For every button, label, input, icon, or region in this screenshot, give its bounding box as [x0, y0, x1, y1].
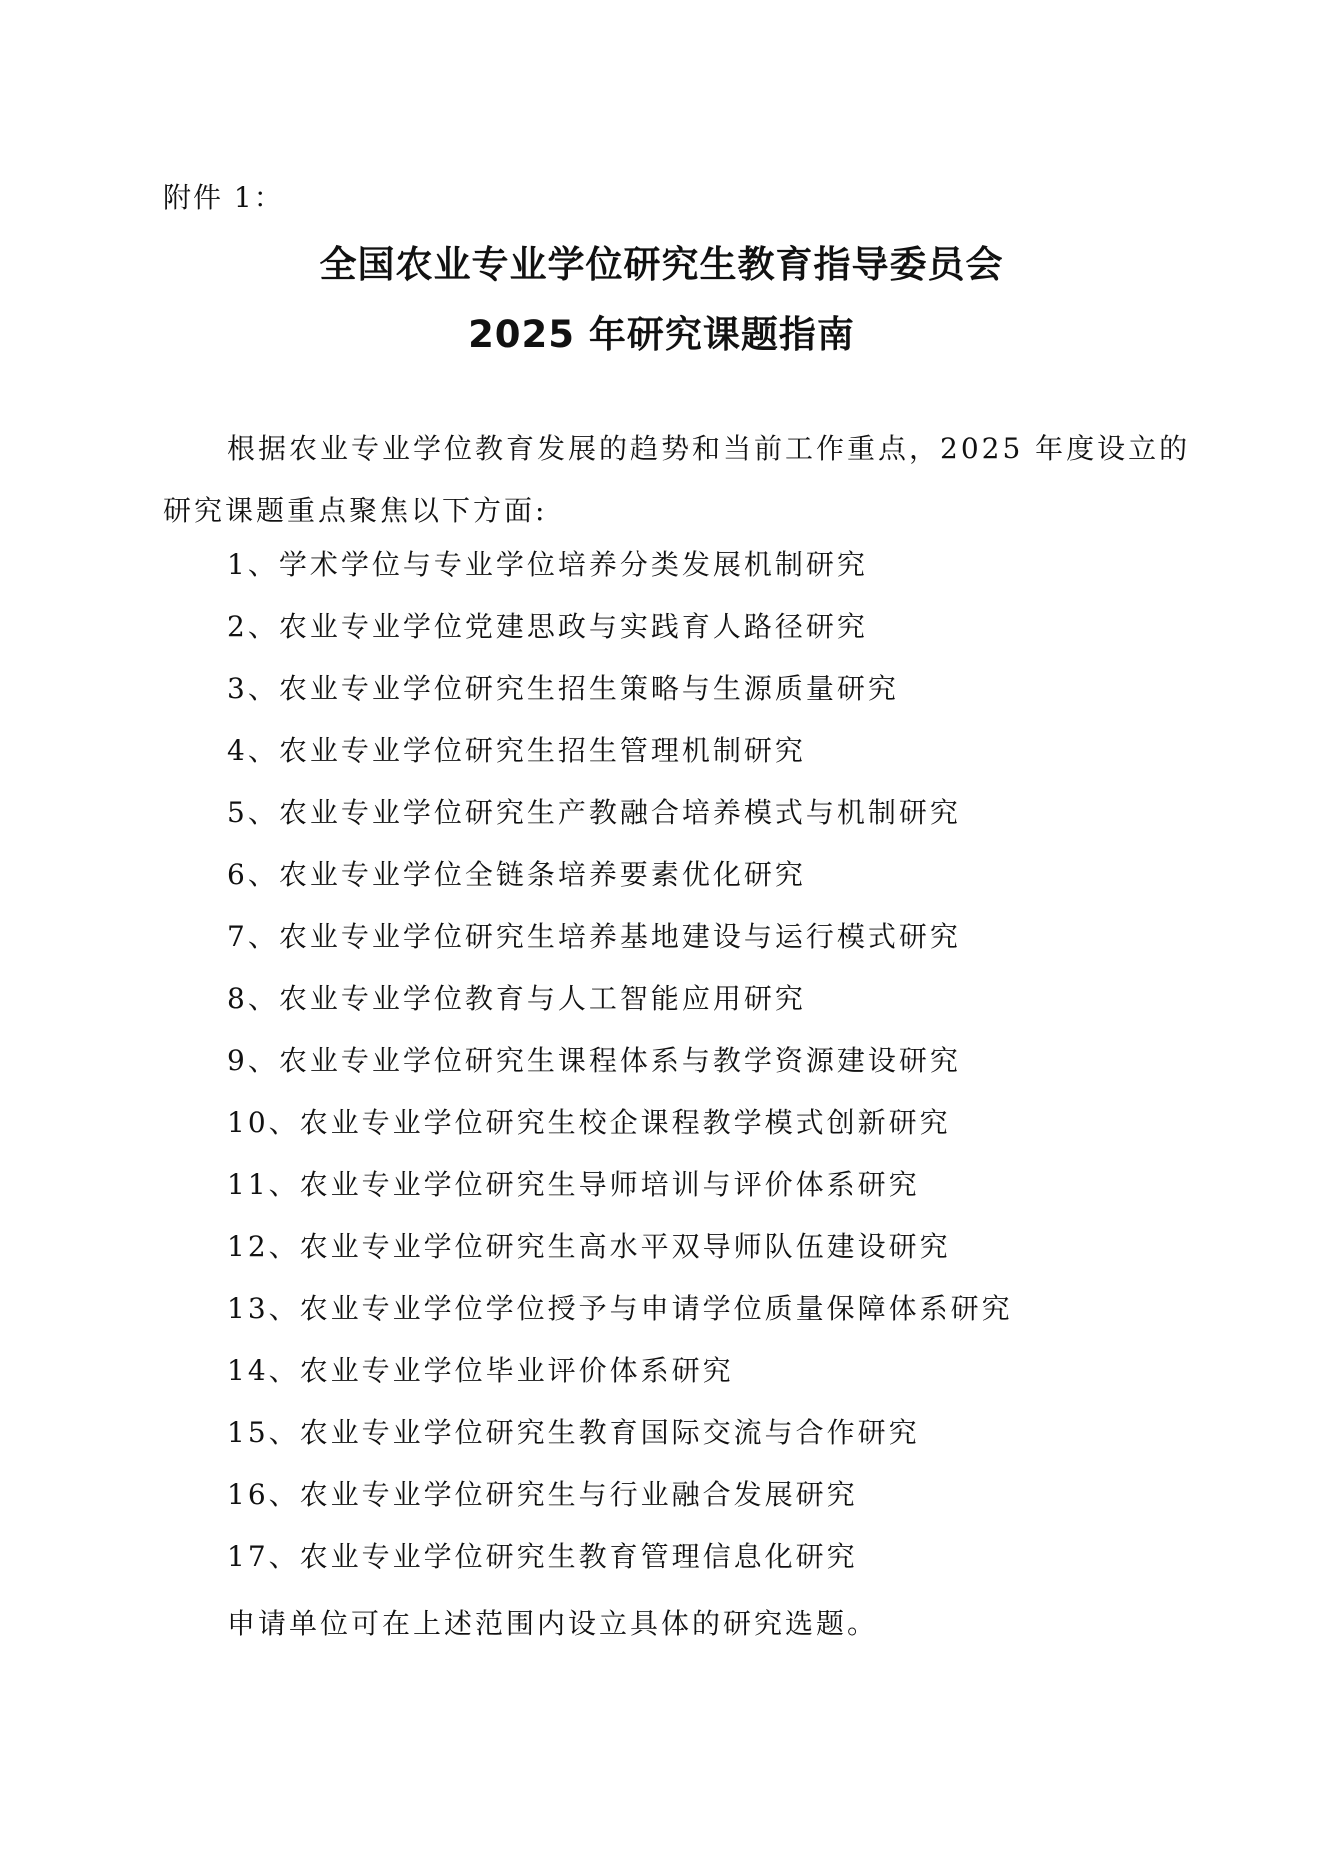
- document-title-line-2: 2025 年研究课题指南: [468, 313, 855, 356]
- topic-item: 9、农业专业学位研究生课程体系与教学资源建设研究: [227, 1044, 961, 1077]
- topic-item: 1、学术学位与专业学位培养分类发展机制研究: [227, 548, 868, 581]
- topic-item: 7、农业专业学位研究生培养基地建设与运行模式研究: [227, 920, 961, 953]
- topic-item: 11、农业专业学位研究生导师培训与评价体系研究: [227, 1168, 920, 1201]
- topic-item: 13、农业专业学位学位授予与申请学位质量保障体系研究: [227, 1292, 1013, 1325]
- closing-note: 申请单位可在上述范围内设立具体的研究选题。: [227, 1607, 879, 1640]
- topic-item: 3、农业专业学位研究生招生策略与生源质量研究: [227, 672, 899, 705]
- topic-item: 8、农业专业学位教育与人工智能应用研究: [227, 982, 806, 1015]
- topic-item: 14、农业专业学位毕业评价体系研究: [227, 1354, 734, 1387]
- topic-item: 15、农业专业学位研究生教育国际交流与合作研究: [227, 1416, 920, 1449]
- topic-item: 5、农业专业学位研究生产教融合培养模式与机制研究: [227, 796, 961, 829]
- topic-item: 2、农业专业学位党建思政与实践育人路径研究: [227, 610, 868, 643]
- topic-item: 4、农业专业学位研究生招生管理机制研究: [227, 734, 806, 767]
- intro-paragraph: [163, 418, 1191, 542]
- topic-list: [227, 534, 1013, 1588]
- topic-item: 12、农业专业学位研究生高水平双导师队伍建设研究: [227, 1230, 951, 1263]
- topic-item: 17、农业专业学位研究生教育管理信息化研究: [227, 1540, 858, 1573]
- document-title-line-1: 全国农业专业学位研究生教育指导委员会: [319, 243, 1004, 286]
- attachment-label: 附件 1：: [163, 181, 284, 214]
- intro-line-2: 研究课题重点聚焦以下方面:: [163, 494, 548, 527]
- topic-item: 10、农业专业学位研究生校企课程教学模式创新研究: [227, 1106, 951, 1139]
- intro-line-1: 根据农业专业学位教育发展的趋势和当前工作重点，2025 年度设立的: [227, 432, 1191, 465]
- topic-item: 16、农业专业学位研究生与行业融合发展研究: [227, 1478, 858, 1511]
- topic-item: 6、农业专业学位全链条培养要素优化研究: [227, 858, 806, 891]
